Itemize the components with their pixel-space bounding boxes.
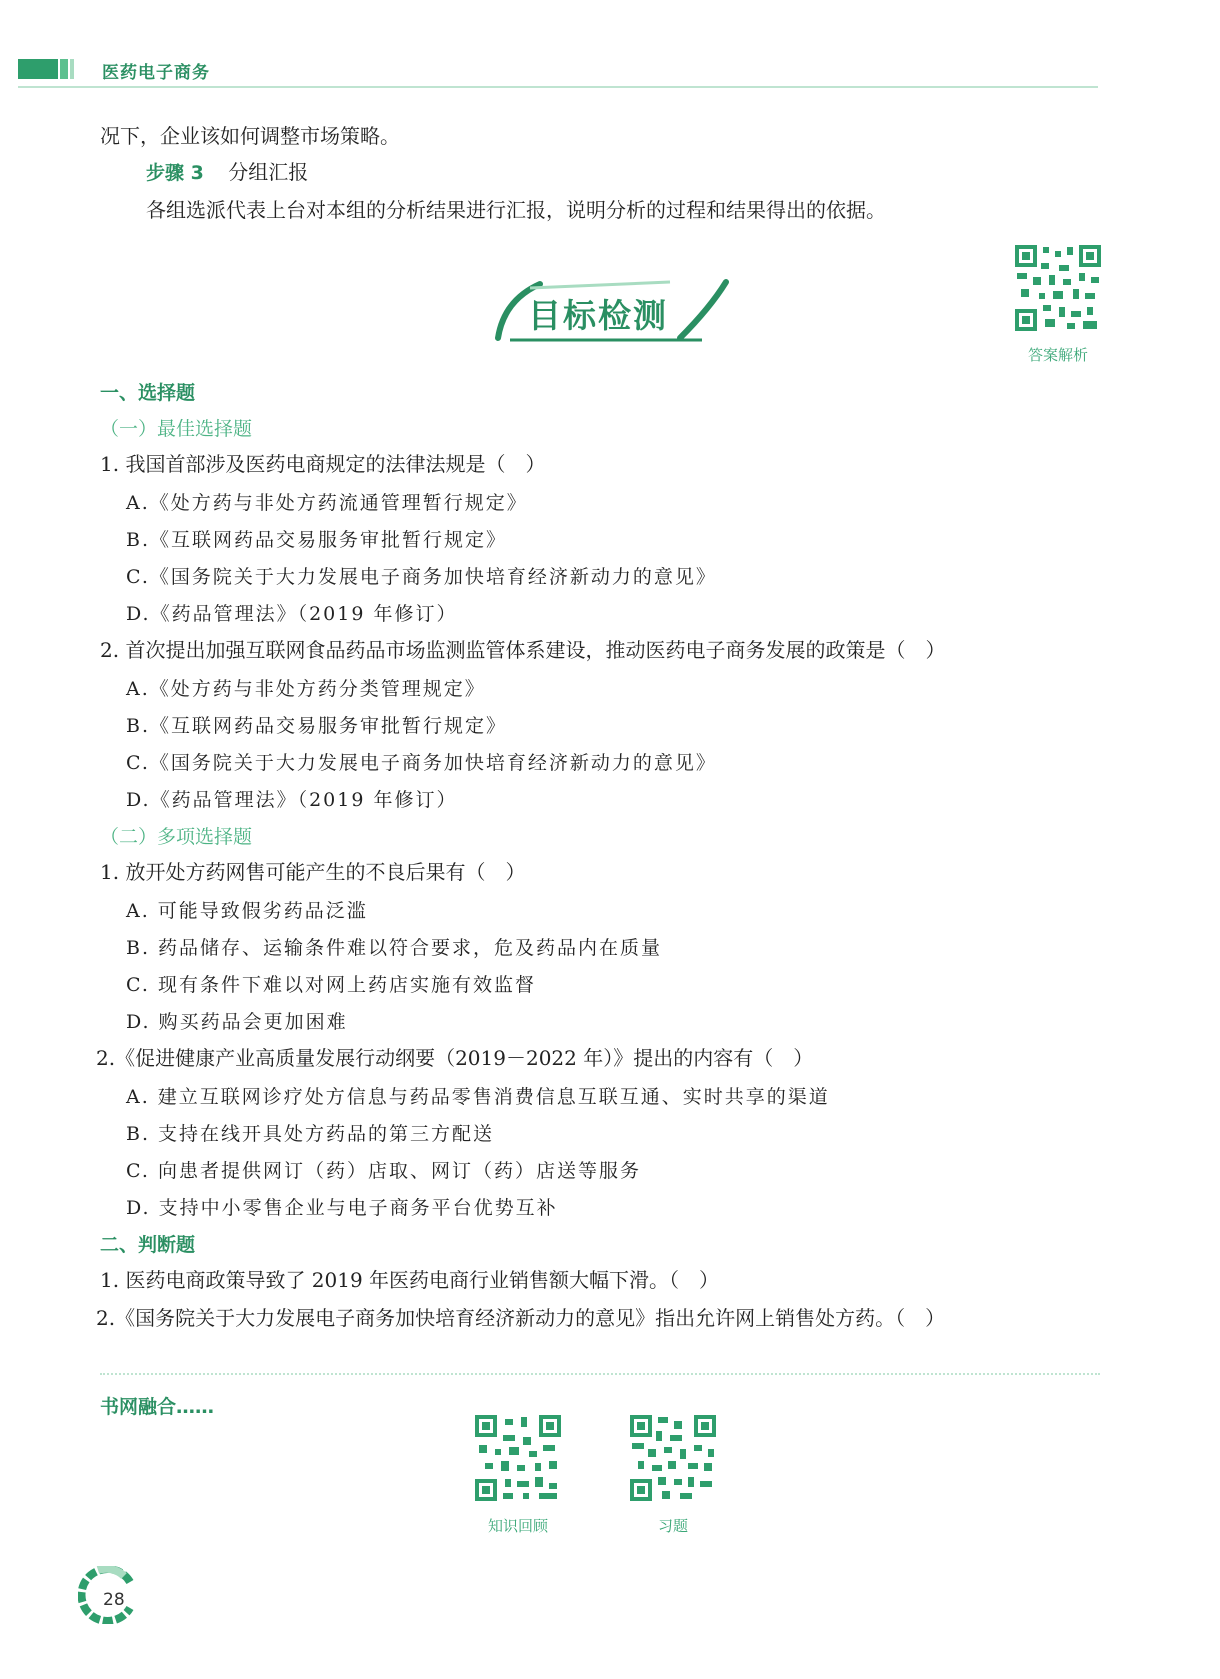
header-decor-bar — [18, 59, 58, 79]
question-text: 1. 放开处方药网售可能产生的不良后果有（ ） — [100, 860, 526, 884]
step-label: 步骤 3 — [146, 162, 204, 184]
header-decor-bar-2 — [60, 59, 68, 79]
exercise-qr-code-icon[interactable] — [628, 1413, 718, 1503]
page-number: 28 — [103, 1590, 125, 1610]
judgement-question: 1. 医药电商政策导致了 2019 年医药电商行业销售额大幅下滑。（ ） — [100, 1268, 720, 1292]
option-item: B.《互联网药品交易服务审批暂行规定》 — [126, 529, 508, 551]
step-heading — [146, 158, 308, 187]
header-rule — [18, 86, 1098, 88]
step-title: 分组汇报 — [228, 160, 309, 184]
answer-qr-label: 答案解析 — [1027, 346, 1088, 364]
option-item: C. 现有条件下难以对网上药店实施有效监督 — [126, 974, 536, 996]
option-item: B. 支持在线开具处方药品的第三方配送 — [126, 1123, 495, 1145]
book-title: 医药电子商务 — [102, 63, 210, 83]
option-item: A.《处方药与非处方药流通管理暂行规定》 — [126, 492, 528, 514]
option-item: C.《国务院关于大力发展电子商务加快培育经济新动力的意见》 — [126, 566, 717, 588]
intro-line-3: 各组选派代表上台对本组的分析结果进行汇报，说明分析的过程和结果得出的依据。 — [146, 198, 886, 222]
exercise-qr-label: 习题 — [657, 1517, 688, 1535]
question-text: 1. 我国首部涉及医药电商规定的法律法规是（ ） — [100, 452, 546, 476]
question-text: 2.《促进健康产业高质量发展行动纲要（2019－2022 年）》提出的内容有（ ） — [96, 1046, 814, 1070]
section-banner-title: 目标检测 — [528, 296, 668, 335]
option-item: B.《互联网药品交易服务审批暂行规定》 — [126, 715, 508, 737]
section1-sub2-title: （二）多项选择题 — [100, 826, 253, 848]
dotted-divider — [100, 1373, 1100, 1375]
knowledge-review-qr-code-icon[interactable] — [473, 1413, 563, 1503]
section1-sub1-title: （一）最佳选择题 — [100, 418, 253, 440]
intro-line-1: 况下，企业该如何调整市场策略。 — [100, 124, 400, 148]
option-item: C.《国务院关于大力发展电子商务加快培育经济新动力的意见》 — [126, 752, 717, 774]
option-item: D.《药品管理法》（2019 年修订） — [126, 789, 458, 811]
option-item: D. 支持中小零售企业与电子商务平台优势互补 — [126, 1197, 558, 1219]
answer-qr-code-icon[interactable] — [1013, 243, 1103, 333]
option-item: C. 向患者提供网订（药）店取、网订（药）店送等服务 — [126, 1160, 641, 1182]
option-item: A. 建立互联网诊疗处方信息与药品零售消费信息互联互通、实时共享的渠道 — [126, 1086, 830, 1108]
option-item: A. 可能导致假劣药品泛滥 — [126, 900, 368, 922]
section2-title: 二、判断题 — [100, 1234, 196, 1256]
section1-title: 一、选择题 — [100, 382, 196, 404]
fusion-title: 书网融合…… — [100, 1396, 215, 1418]
option-item: D.《药品管理法》（2019 年修订） — [126, 603, 458, 625]
knowledge-review-qr-label: 知识回顾 — [487, 1517, 548, 1535]
header-decor-bar-3 — [70, 59, 74, 79]
option-item: B. 药品储存、运输条件难以符合要求，危及药品内在质量 — [126, 937, 663, 959]
question-text: 2. 首次提出加强互联网食品药品市场监测监管体系建设，推动医药电子商务发展的政策是（ ） — [100, 638, 946, 662]
option-item: A.《处方药与非处方药分类管理规定》 — [126, 678, 486, 700]
judgement-question: 2.《国务院关于大力发展电子商务加快培育经济新动力的意见》指出允许网上销售处方药。（ ） — [96, 1306, 946, 1330]
option-item: D. 购买药品会更加困难 — [126, 1011, 348, 1033]
